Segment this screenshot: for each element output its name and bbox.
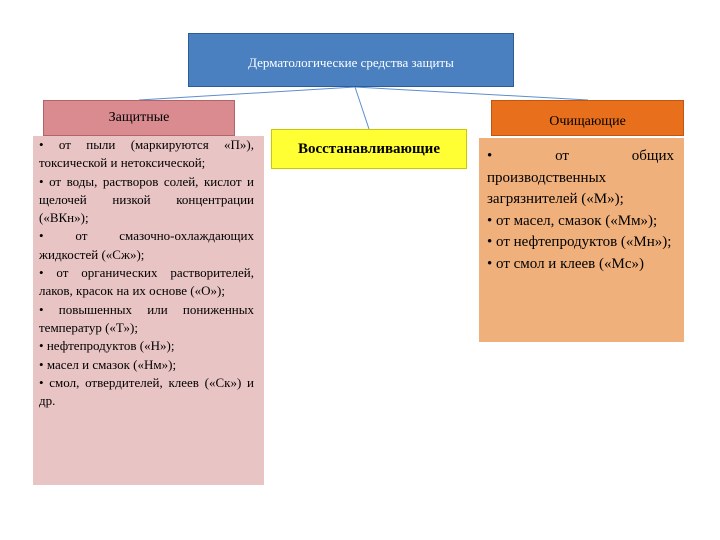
restorative-label: Восстанавливающие [297,140,440,157]
protective-label: Защитные [108,110,170,125]
list-item: • от общих производственных загрязнителей («М»); [487,146,674,211]
cleansing-label: Очищающие [549,114,626,129]
restorative-box [271,129,467,169]
list-item: • нефтепродуктов («Н»); [39,337,254,355]
list-item: • от масел, смазок («Мм»); [487,211,674,233]
list-item: • повышенных или пониженных температур («Т»); [39,301,254,338]
cleansing-header [491,100,684,136]
diagram-title: Дерматологические средства защиты [248,55,454,70]
connector-to-restorative [355,87,369,129]
list-item: • от смазочно-охлаждающих жидкостей («Сж»); [39,227,254,264]
list-item: • от нефтепродуктов («Мн»); [487,232,674,254]
list-item: • масел и смазок («Нм»); [39,356,254,374]
list-item: • от смол и клеев («Мс») [487,254,674,276]
protective-header [43,100,235,136]
list-item: • смол, отвердителей, клеев («Ск») и др. [39,374,254,411]
list-item: • от воды, растворов солей, кислот и щелочей низкой концентрации («ВКн»); [39,173,254,228]
connector-to-cleansing [355,87,588,100]
diagram-title-box [188,33,514,87]
list-item: • от органических растворителей, лаков, красок на их основе («О»); [39,264,254,301]
connector-to-protective [139,87,355,100]
protective-list [33,136,264,485]
list-item: • от пыли (маркируются «П»), токсической и нетоксической; [39,136,254,173]
cleansing-list [479,138,684,342]
